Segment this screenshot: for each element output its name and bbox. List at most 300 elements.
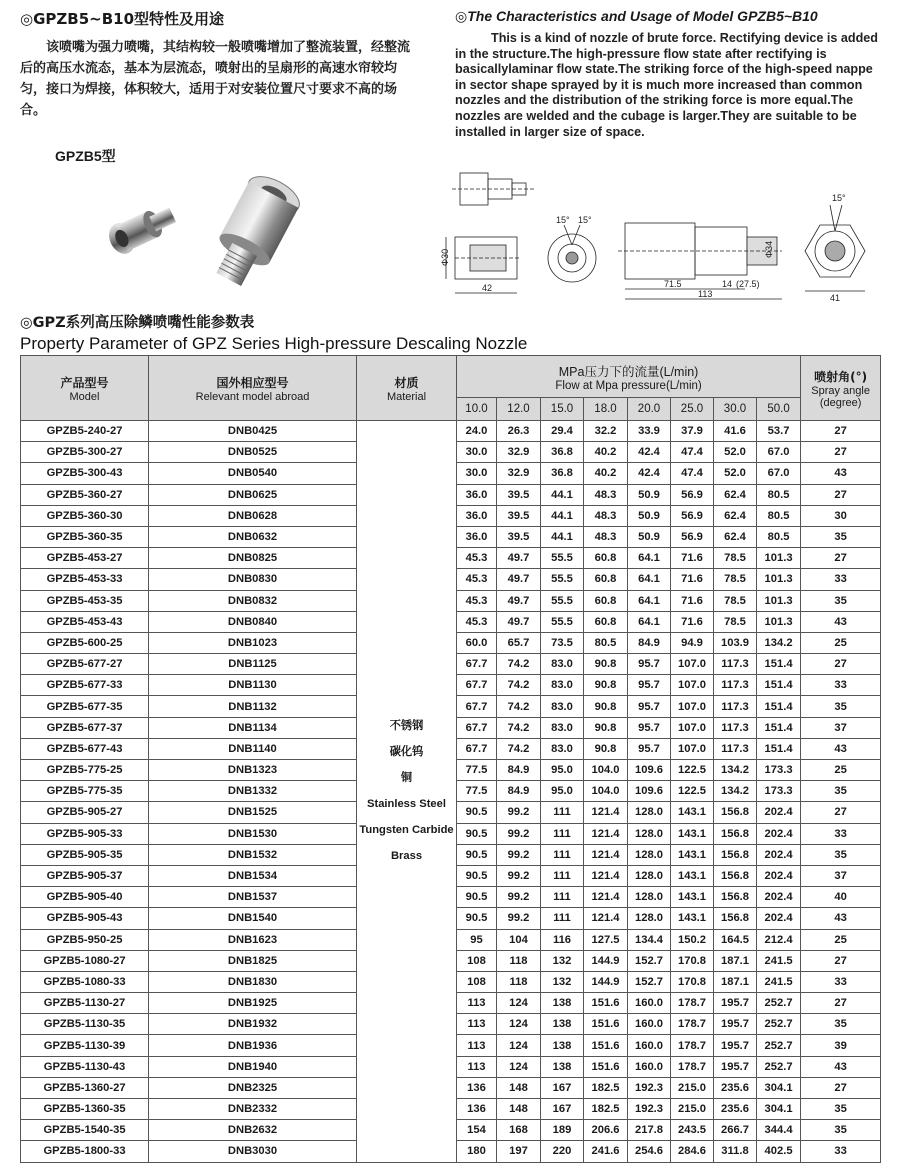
abroad-model-cell: DNB0540	[149, 463, 357, 484]
flow-cell: 118	[497, 971, 541, 992]
flow-cell: 113	[457, 1014, 497, 1035]
flow-cell: 90.5	[457, 844, 497, 865]
flow-cell: 107.0	[671, 738, 714, 759]
flow-cell: 62.4	[714, 484, 757, 505]
flow-cell: 95.7	[628, 654, 671, 675]
flow-cell: 254.6	[628, 1141, 671, 1162]
model-cell: GPZB5-905-33	[21, 823, 149, 844]
flow-cell: 116	[541, 929, 584, 950]
flow-cell: 99.2	[497, 908, 541, 929]
chinese-description	[20, 8, 410, 121]
flow-cell: 121.4	[584, 908, 628, 929]
abroad-model-cell: DNB0832	[149, 590, 357, 611]
flow-cell: 49.7	[497, 569, 541, 590]
abroad-model-cell: DNB1023	[149, 632, 357, 653]
flow-cell: 80.5	[757, 505, 801, 526]
flow-cell: 36.0	[457, 526, 497, 547]
flow-cell: 62.4	[714, 526, 757, 547]
flow-cell: 74.2	[497, 675, 541, 696]
flow-cell: 152.7	[628, 950, 671, 971]
abroad-model-cell: DNB1323	[149, 760, 357, 781]
flow-cell: 45.3	[457, 569, 497, 590]
model-cell: GPZB5-1130-39	[21, 1035, 149, 1056]
abroad-model-cell: DNB1532	[149, 844, 357, 865]
angle-cell: 43	[801, 463, 881, 484]
material-line: Brass	[390, 850, 423, 863]
flow-cell: 67.7	[457, 675, 497, 696]
flow-cell: 134.4	[628, 929, 671, 950]
flow-cell: 160.0	[628, 1056, 671, 1077]
model-cell: GPZB5-677-35	[21, 696, 149, 717]
table-title-cn: ◎GPZ系列高压除鳞喷嘴性能参数表	[20, 315, 255, 331]
angle-cell: 43	[801, 1056, 881, 1077]
material-line: 碳化钨	[389, 746, 424, 759]
flow-cell: 402.5	[757, 1141, 801, 1162]
angle-cell: 27	[801, 421, 881, 442]
flow-cell: 167	[541, 1077, 584, 1098]
flow-cell: 83.0	[541, 738, 584, 759]
flow-cell: 47.4	[671, 463, 714, 484]
flow-cell: 67.7	[457, 738, 497, 759]
angle-cell: 33	[801, 823, 881, 844]
flow-cell: 143.1	[671, 865, 714, 886]
flow-cell: 41.6	[714, 421, 757, 442]
flow-cell: 144.9	[584, 950, 628, 971]
abroad-model-cell: DNB0425	[149, 421, 357, 442]
flow-cell: 95.7	[628, 717, 671, 738]
col-header-material: 材质 Material	[357, 356, 457, 421]
model-cell: GPZB5-905-43	[21, 908, 149, 929]
flow-cell: 107.0	[671, 696, 714, 717]
abroad-model-cell: DNB1130	[149, 675, 357, 696]
model-cell: GPZB5-360-30	[21, 505, 149, 526]
model-cell: GPZB5-677-37	[21, 717, 149, 738]
flow-cell: 39.5	[497, 505, 541, 526]
table-title-en: Property Parameter of GPZ Series High-pressure Descaling Nozzle	[20, 334, 528, 353]
flow-cell: 108	[457, 950, 497, 971]
flow-cell: 60.8	[584, 590, 628, 611]
flow-cell: 118	[497, 950, 541, 971]
flow-cell: 49.7	[497, 590, 541, 611]
col-header-angle: 喷射角(°) Spray angle (degree)	[801, 356, 881, 421]
flow-cell: 60.8	[584, 569, 628, 590]
flow-cell: 90.5	[457, 887, 497, 908]
flow-cell: 117.3	[714, 654, 757, 675]
angle-cell: 35	[801, 844, 881, 865]
flow-cell: 138	[541, 1035, 584, 1056]
flow-cell: 111	[541, 844, 584, 865]
flow-cell: 83.0	[541, 717, 584, 738]
flow-cell: 24.0	[457, 421, 497, 442]
model-cell: GPZB5-453-27	[21, 548, 149, 569]
abroad-model-cell: DNB1525	[149, 802, 357, 823]
flow-cell: 122.5	[671, 781, 714, 802]
flow-cell: 128.0	[628, 887, 671, 908]
model-cell: GPZB5-1080-27	[21, 950, 149, 971]
flow-cell: 117.3	[714, 675, 757, 696]
flow-cell: 136	[457, 1077, 497, 1098]
flow-cell: 109.6	[628, 760, 671, 781]
abroad-model-cell: DNB1825	[149, 950, 357, 971]
flow-cell: 178.7	[671, 1035, 714, 1056]
flow-cell: 101.3	[757, 548, 801, 569]
flow-cell: 241.6	[584, 1141, 628, 1162]
angle-cell: 27	[801, 802, 881, 823]
dim-phi30: Φ30	[440, 248, 450, 266]
abroad-model-cell: DNB1540	[149, 908, 357, 929]
model-cell: GPZB5-1080-33	[21, 971, 149, 992]
flow-cell: 160.0	[628, 1014, 671, 1035]
flow-cell: 138	[541, 993, 584, 1014]
flow-cell: 121.4	[584, 844, 628, 865]
flow-cell: 55.5	[541, 569, 584, 590]
dim-71-5: 71.5	[664, 279, 682, 289]
flow-cell: 143.1	[671, 887, 714, 908]
flow-cell: 74.2	[497, 654, 541, 675]
flow-cell: 151.4	[757, 696, 801, 717]
flow-cell: 235.6	[714, 1099, 757, 1120]
flow-cell: 252.7	[757, 1056, 801, 1077]
flow-cell: 111	[541, 908, 584, 929]
flow-cell: 156.8	[714, 908, 757, 929]
flow-cell: 42.4	[628, 463, 671, 484]
small-nozzle-end-view	[548, 215, 596, 282]
pressure-header: 20.0	[628, 398, 671, 421]
flow-cell: 128.0	[628, 802, 671, 823]
model-cell: GPZB5-240-27	[21, 421, 149, 442]
flow-cell: 178.7	[671, 1056, 714, 1077]
flow-cell: 178.7	[671, 1014, 714, 1035]
abroad-model-cell: DNB1925	[149, 993, 357, 1014]
abroad-model-cell: DNB2632	[149, 1120, 357, 1141]
flow-cell: 170.8	[671, 950, 714, 971]
flow-cell: 156.8	[714, 802, 757, 823]
flow-cell: 53.7	[757, 421, 801, 442]
flow-cell: 55.5	[541, 590, 584, 611]
photo-label: GPZB5型	[55, 148, 116, 164]
abroad-model-cell: DNB1932	[149, 1014, 357, 1035]
flow-cell: 104.0	[584, 781, 628, 802]
flow-cell: 83.0	[541, 696, 584, 717]
flow-cell: 136	[457, 1099, 497, 1120]
intro-section	[0, 0, 900, 305]
abroad-model-cell: DNB0525	[149, 442, 357, 463]
pressure-header: 12.0	[497, 398, 541, 421]
flow-cell: 132	[541, 950, 584, 971]
flow-cell: 151.6	[584, 1035, 628, 1056]
model-cell: GPZB5-600-25	[21, 632, 149, 653]
flow-cell: 151.6	[584, 1056, 628, 1077]
flow-cell: 178.7	[671, 993, 714, 1014]
flow-cell: 111	[541, 865, 584, 886]
angle-cell: 35	[801, 526, 881, 547]
flow-cell: 52.0	[714, 442, 757, 463]
flow-cell: 67.7	[457, 654, 497, 675]
pressure-header: 15.0	[541, 398, 584, 421]
flow-cell: 74.2	[497, 717, 541, 738]
flow-cell: 143.1	[671, 823, 714, 844]
abroad-model-cell: DNB1940	[149, 1056, 357, 1077]
flow-cell: 83.0	[541, 654, 584, 675]
flow-cell: 55.5	[541, 548, 584, 569]
flow-cell: 48.3	[584, 505, 628, 526]
abroad-model-cell: DNB1134	[149, 717, 357, 738]
large-nozzle-end-view	[805, 193, 865, 303]
flow-cell: 266.7	[714, 1120, 757, 1141]
flow-cell: 67.7	[457, 717, 497, 738]
dim-angle-right: 15°	[578, 215, 592, 225]
flow-cell: 195.7	[714, 1035, 757, 1056]
angle-cell: 30	[801, 505, 881, 526]
flow-cell: 144.9	[584, 971, 628, 992]
flow-cell: 32.9	[497, 463, 541, 484]
abroad-model-cell: DNB2325	[149, 1077, 357, 1098]
flow-cell: 56.9	[671, 484, 714, 505]
dim-27-5: (27.5)	[736, 279, 760, 289]
flow-cell: 117.3	[714, 738, 757, 759]
model-cell: GPZB5-453-35	[21, 590, 149, 611]
abroad-model-cell: DNB1332	[149, 781, 357, 802]
pressure-header: 10.0	[457, 398, 497, 421]
model-cell: GPZB5-950-25	[21, 929, 149, 950]
flow-cell: 124	[497, 1035, 541, 1056]
flow-cell: 192.3	[628, 1099, 671, 1120]
flow-cell: 84.9	[497, 760, 541, 781]
flow-cell: 202.4	[757, 823, 801, 844]
flow-cell: 192.3	[628, 1077, 671, 1098]
flow-cell: 284.6	[671, 1141, 714, 1162]
flow-cell: 173.3	[757, 781, 801, 802]
flow-cell: 117.3	[714, 696, 757, 717]
flow-cell: 107.0	[671, 675, 714, 696]
flow-cell: 138	[541, 1056, 584, 1077]
flow-cell: 156.8	[714, 887, 757, 908]
flow-cell: 113	[457, 1056, 497, 1077]
large-nozzle-section	[618, 223, 782, 299]
flow-cell: 56.9	[671, 505, 714, 526]
model-cell: GPZB5-677-27	[21, 654, 149, 675]
model-cell: GPZB5-905-40	[21, 887, 149, 908]
flow-cell: 83.0	[541, 675, 584, 696]
flow-cell: 202.4	[757, 802, 801, 823]
small-nozzle-section	[440, 237, 520, 293]
flow-cell: 304.1	[757, 1099, 801, 1120]
flow-cell: 304.1	[757, 1077, 801, 1098]
pressure-header: 18.0	[584, 398, 628, 421]
model-cell: GPZB5-775-35	[21, 781, 149, 802]
table-section-heading	[20, 311, 527, 354]
angle-cell: 25	[801, 632, 881, 653]
flow-cell: 101.3	[757, 590, 801, 611]
flow-cell: 80.5	[757, 484, 801, 505]
flow-cell: 77.5	[457, 781, 497, 802]
flow-cell: 39.5	[497, 526, 541, 547]
flow-cell: 113	[457, 1035, 497, 1056]
angle-cell: 35	[801, 590, 881, 611]
flow-cell: 49.7	[497, 548, 541, 569]
flow-cell: 151.6	[584, 993, 628, 1014]
flow-cell: 252.7	[757, 1014, 801, 1035]
angle-cell: 37	[801, 717, 881, 738]
flow-cell: 44.1	[541, 484, 584, 505]
angle-cell: 35	[801, 1120, 881, 1141]
flow-cell: 206.6	[584, 1120, 628, 1141]
flow-cell: 143.1	[671, 908, 714, 929]
flow-cell: 138	[541, 1014, 584, 1035]
abroad-model-cell: DNB1936	[149, 1035, 357, 1056]
flow-cell: 64.1	[628, 611, 671, 632]
flow-cell: 344.4	[757, 1120, 801, 1141]
flow-cell: 42.4	[628, 442, 671, 463]
flow-cell: 50.9	[628, 526, 671, 547]
flow-cell: 151.6	[584, 1014, 628, 1035]
flow-cell: 150.2	[671, 929, 714, 950]
material-cell	[357, 421, 457, 1163]
flow-cell: 124	[497, 993, 541, 1014]
flow-cell: 90.8	[584, 675, 628, 696]
angle-cell: 27	[801, 442, 881, 463]
flow-cell: 103.9	[714, 632, 757, 653]
flow-cell: 134.2	[714, 781, 757, 802]
flow-cell: 65.7	[497, 632, 541, 653]
flow-cell: 62.4	[714, 505, 757, 526]
flow-cell: 104.0	[584, 760, 628, 781]
abroad-model-cell: DNB0830	[149, 569, 357, 590]
model-cell: GPZB5-360-35	[21, 526, 149, 547]
flow-cell: 128.0	[628, 865, 671, 886]
flow-cell: 50.9	[628, 505, 671, 526]
flow-cell: 29.4	[541, 421, 584, 442]
flow-cell: 78.5	[714, 569, 757, 590]
flow-cell: 64.1	[628, 590, 671, 611]
flow-cell: 132	[541, 971, 584, 992]
flow-cell: 67.0	[757, 463, 801, 484]
flow-cell: 311.8	[714, 1141, 757, 1162]
model-cell: GPZB5-905-35	[21, 844, 149, 865]
flow-cell: 152.7	[628, 971, 671, 992]
en-description-text: This is a kind of nozzle of brute force. Rectifying device is added in the structure.The high-pressure flow state after rectifying is basicallylaminar flow state.The striking force of the high-speed nappe in sector shape sprayed by it is much more increased than common nozzles and the distribution of the striking force is more equal.The nozzles are welded and the cubage is larger.They are suitable to be installed in larger size of space.	[455, 31, 878, 139]
angle-cell: 27	[801, 484, 881, 505]
model-cell: GPZB5-775-25	[21, 760, 149, 781]
flow-cell: 252.7	[757, 993, 801, 1014]
flow-cell: 187.1	[714, 971, 757, 992]
flow-cell: 128.0	[628, 908, 671, 929]
flow-cell: 107.0	[671, 654, 714, 675]
flow-cell: 56.9	[671, 526, 714, 547]
abroad-model-cell: DNB0628	[149, 505, 357, 526]
abroad-model-cell: DNB0825	[149, 548, 357, 569]
col-header-flow: MPa压力下的流量(L/min) Flow at Mpa pressure(L/min)	[457, 356, 801, 398]
flow-cell: 156.8	[714, 823, 757, 844]
abroad-model-cell: DNB1830	[149, 971, 357, 992]
flow-cell: 60.8	[584, 611, 628, 632]
flow-cell: 143.1	[671, 844, 714, 865]
flow-cell: 74.2	[497, 738, 541, 759]
flow-cell: 45.3	[457, 590, 497, 611]
flow-cell: 101.3	[757, 611, 801, 632]
technical-drawings	[440, 165, 890, 305]
pressure-header: 50.0	[757, 398, 801, 421]
flow-cell: 111	[541, 802, 584, 823]
parameter-table	[20, 355, 881, 1163]
flow-cell: 202.4	[757, 865, 801, 886]
flow-cell: 151.4	[757, 738, 801, 759]
flow-cell: 143.1	[671, 802, 714, 823]
flow-cell: 101.3	[757, 569, 801, 590]
flow-cell: 148	[497, 1099, 541, 1120]
material-line: Tungsten Carbide	[359, 824, 454, 837]
angle-cell: 27	[801, 950, 881, 971]
material-line: 不锈钢	[389, 720, 424, 733]
flow-cell: 94.9	[671, 632, 714, 653]
flow-cell: 104	[497, 929, 541, 950]
flow-cell: 95	[457, 929, 497, 950]
model-cell: GPZB5-300-27	[21, 442, 149, 463]
flow-cell: 134.2	[714, 760, 757, 781]
dim-113: 113	[698, 289, 713, 299]
flow-cell: 64.1	[628, 569, 671, 590]
flow-cell: 52.0	[714, 463, 757, 484]
flow-cell: 67.0	[757, 442, 801, 463]
model-cell: GPZB5-1540-35	[21, 1120, 149, 1141]
flow-cell: 187.1	[714, 950, 757, 971]
cn-description-text: 该喷嘴为强力喷嘴，其结构较一般喷嘴增加了整流装置，经整流后的高压水流态，基本为层流态，喷射出的呈扇形的高速水帘较均匀，接口为焊接，体积较大，适用于对安装位置尺寸要求不高的场合。	[20, 40, 411, 118]
small-nozzle-elevation	[452, 173, 535, 205]
flow-cell: 160.0	[628, 1035, 671, 1056]
flow-cell: 60.8	[584, 548, 628, 569]
en-section-title: ◎The Characteristics and Usage of Model GPZB5~B10	[455, 8, 818, 24]
flow-cell: 40.2	[584, 442, 628, 463]
flow-cell: 156.8	[714, 865, 757, 886]
flow-cell: 156.8	[714, 844, 757, 865]
flow-cell: 148	[497, 1077, 541, 1098]
flow-cell: 45.3	[457, 611, 497, 632]
flow-cell: 95.7	[628, 675, 671, 696]
flow-cell: 47.4	[671, 442, 714, 463]
angle-cell: 33	[801, 1141, 881, 1162]
flow-cell: 202.4	[757, 887, 801, 908]
flow-cell: 36.0	[457, 505, 497, 526]
model-cell: GPZB5-300-43	[21, 463, 149, 484]
flow-cell: 71.6	[671, 569, 714, 590]
flow-cell: 113	[457, 993, 497, 1014]
flow-cell: 124	[497, 1014, 541, 1035]
flow-cell: 124	[497, 1056, 541, 1077]
flow-cell: 160.0	[628, 993, 671, 1014]
flow-cell: 90.5	[457, 865, 497, 886]
flow-cell: 26.3	[497, 421, 541, 442]
flow-cell: 90.8	[584, 696, 628, 717]
flow-cell: 167	[541, 1099, 584, 1120]
flow-cell: 215.0	[671, 1077, 714, 1098]
abroad-model-cell: DNB0840	[149, 611, 357, 632]
flow-cell: 164.5	[714, 929, 757, 950]
flow-cell: 33.9	[628, 421, 671, 442]
flow-cell: 117.3	[714, 717, 757, 738]
flow-cell: 95.0	[541, 760, 584, 781]
model-cell: GPZB5-905-27	[21, 802, 149, 823]
angle-cell: 43	[801, 611, 881, 632]
angle-cell: 35	[801, 1014, 881, 1035]
flow-cell: 74.2	[497, 696, 541, 717]
flow-cell: 36.0	[457, 484, 497, 505]
flow-cell: 212.4	[757, 929, 801, 950]
abroad-model-cell: DNB1140	[149, 738, 357, 759]
flow-cell: 243.5	[671, 1120, 714, 1141]
angle-cell: 25	[801, 929, 881, 950]
col-header-abroad: 国外相应型号 Relevant model abroad	[149, 356, 357, 421]
flow-cell: 64.1	[628, 548, 671, 569]
